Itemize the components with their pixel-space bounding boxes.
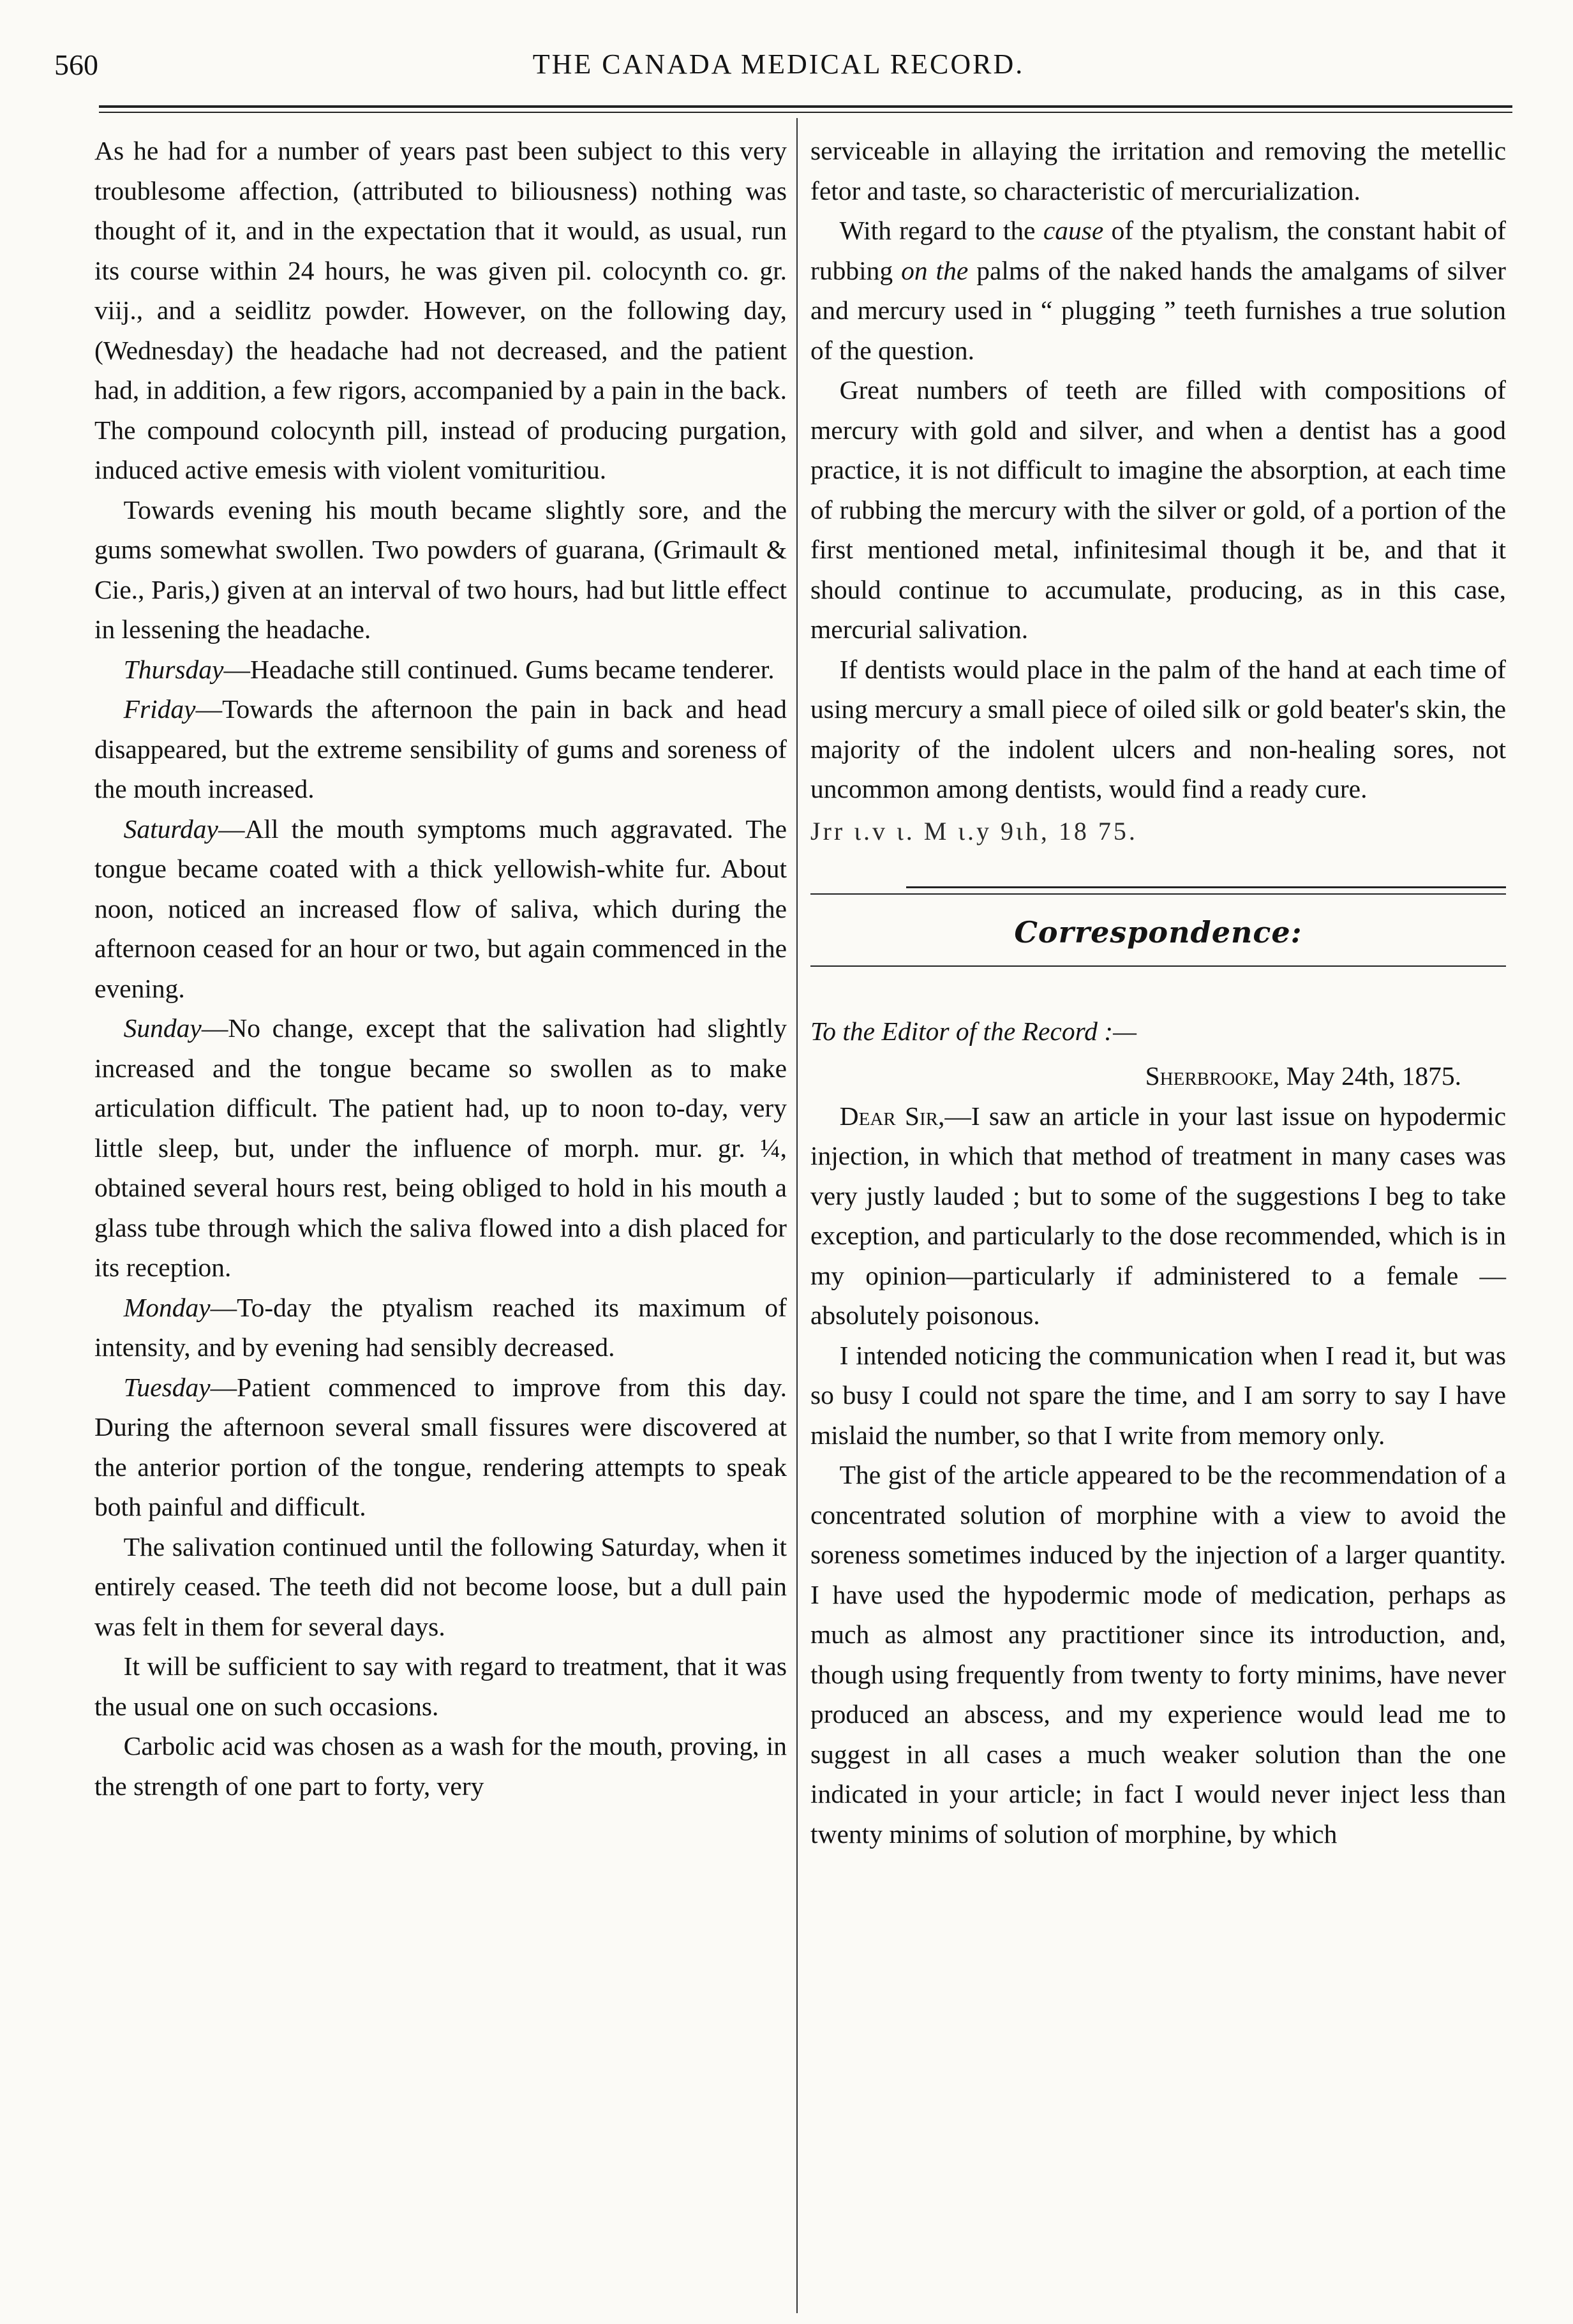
column-divider [796,118,798,2313]
paragraph: serviceable in allaying the irritation and removing the metellic fetor and taste, so characteristic of mercurialization. [810,136,1506,205]
paragraph [94,1288,787,1367]
paragraph-text: —Towards the afternoon the pain in back and head disappeared, but the extreme sensibility of gums and soreness of the mouth increased. [94,694,787,803]
paragraph [94,1008,787,1288]
emphasis: cause [1043,216,1104,245]
paragraph: As he had for a number of years past been subject to this very troublesome affection, (attributed to biliousness) nothing was thought of it, and in the expectation that it would, as usual, run its course within 24 hours, he was given pil. colocynth co. gr. viij., and a seidlitz powder. However, on the following day, (Wednesday) the headache had not decreased, and the patient had, in addition, a few rigors, accompanied by a pain in the back. The compound colocynth pill, instead of producing purgation, induced active emesis with violent vomituritiou. [94,136,787,484]
paragraph-text: —No change, except that the salivation had slightly increased and the tongue became so swollen as to make articulation difficult. The patient had, up to noon to-day, very little sleep, but, under the influence of morph. mur. gr. ¼, obtained several hours rest, being obliged to hold in his mouth a glass tube through which the saliva flowed into a dish placed for its reception. [94,1013,787,1282]
paragraph [94,809,787,1009]
paragraph-text: palms of the naked hands the amalgams of silver and mercury used in “ plugging ” teeth furnishes a true solution of the question. [810,255,1506,365]
letter-greeting: Dear Sir [839,1101,938,1131]
section-rule-thin [810,893,1506,895]
paragraph: Great numbers of teeth are filled with compositions of mercury with gold and silver, and when a dentist has a good practice, it is not difficult to imagine the absorption, at each time of rubbing the mercury with the silver or gold, of a portion of the first mentioned metal, infinitesimal though it be, and that it should continue to accumulate, producing, as in this case, mercurial salivation. [810,375,1506,644]
section-heading: Correspondence: [1014,915,1302,950]
paragraph: I intended noticing the communication when I read it, but was so busy I could not spare the time, and I am sorry to say I have mislaid the number, so that I write from memory only. [810,1340,1506,1450]
paragraph: The salivation continued until the following Saturday, when it entirely ceased. The teeth did not become loose, but a dull pain was felt in them for several days. [94,1531,787,1641]
header-rule [99,105,1512,108]
day-heading: Tuesday [123,1372,211,1402]
dateline-date: , May 24th, 1875. [1272,1061,1461,1091]
paragraph: If dentists would place in the palm of the hand at each time of using mercury a small piece of oiled silk or gold beater's skin, the majority of the indolent ulcers and non-healing sores, not uncommon among dentists, would find a ready cure. [810,654,1506,803]
paragraph: The gist of the article appeared to be the recommendation of a concentrated solution of morphine with a view to avoid the soreness sometimes induced by the injection of a larger quantity. I have used the hypodermic mode of medication, perhaps as much as almost any practitioner since its introduction, and, though using frequently from twenty to forty minims, have never produced an abscess, and my experience would lead me to suggest in all cases a much weaker solution than the one indicated in your article; in fact I would never inject less than twenty minims of solution of morphine, by which [810,1460,1506,1849]
paragraph-text: —To-day the ptyalism reached its maximum of intensity, and by evening had sensibly decreased. [94,1292,787,1362]
running-head: THE CANADA MEDICAL RECORD. [532,48,1025,80]
left-column [94,131,787,1806]
header-rule-thin [99,112,1512,113]
day-heading: Monday [123,1292,211,1322]
paragraph [810,1096,1506,1336]
paragraph-text: —All the mouth symptoms much aggravated. The tongue became coated with a thick yellowish-white fur. About noon, noticed an increased flow of saliva, which during the afternoon ceased for an hour or two, but again commenced in the evening. [94,814,787,1003]
emphasis: on the [901,255,969,285]
paragraph: It will be sufficient to say with regard to treatment, that it was the usual one on such occasions. [94,1651,787,1721]
dateline [810,1056,1506,1096]
paragraph: Carbolic acid was chosen as a wash for the mouth, proving, in the strength of one part to forty, very [94,1731,787,1801]
paragraph: Towards evening his mouth became slightly sore, and the gums somewhat swollen. Two powders of guarana, (Grimault & Cie., Paris,) given at an interval of two hours, had but little effect in lessening the headache. [94,495,787,644]
paragraph-text: —Headache still continued. Gums became tenderer. [223,654,775,684]
paragraph [94,1367,787,1527]
paragraph-text: With regard to the [839,216,1043,245]
paragraph-text: of the ptyalism, the constant habit of rubbing [810,216,1506,285]
page-header [45,48,1512,93]
right-column [810,131,1506,1854]
page-number: 560 [54,48,98,81]
paragraph [810,211,1506,370]
paragraph [94,689,787,809]
day-heading: Sunday [123,1013,202,1043]
day-heading: Thursday [123,654,224,684]
salutation: To the Editor of the Record :— [810,1016,1137,1046]
day-heading: Saturday [123,814,218,844]
paragraph [94,650,787,690]
dateline-place: Sherbrooke [1145,1061,1273,1091]
paragraph-text: ,—I saw an article in your last issue on hypodermic injection, in which that method of treatment in many cases was very justly lauded ; but to some of the suggestions I beg to take exception, and particularly to the dose recommended, which is in my opinion—particularly if administered to a female —absolutely poisonous. [810,1101,1506,1330]
article-signature: Jrr ι.v ι. M ι.y 9ιh, 18 75. [810,816,1138,845]
section-rule-thin [810,965,1506,967]
day-heading: Friday [123,694,196,724]
section-rule [906,886,1506,888]
paragraph-text: —Patient commenced to improve from this day. During the afternoon several small fissures were discovered at the anterior portion of the tongue, rendering attempts to speak both painful and difficult. [94,1372,787,1521]
